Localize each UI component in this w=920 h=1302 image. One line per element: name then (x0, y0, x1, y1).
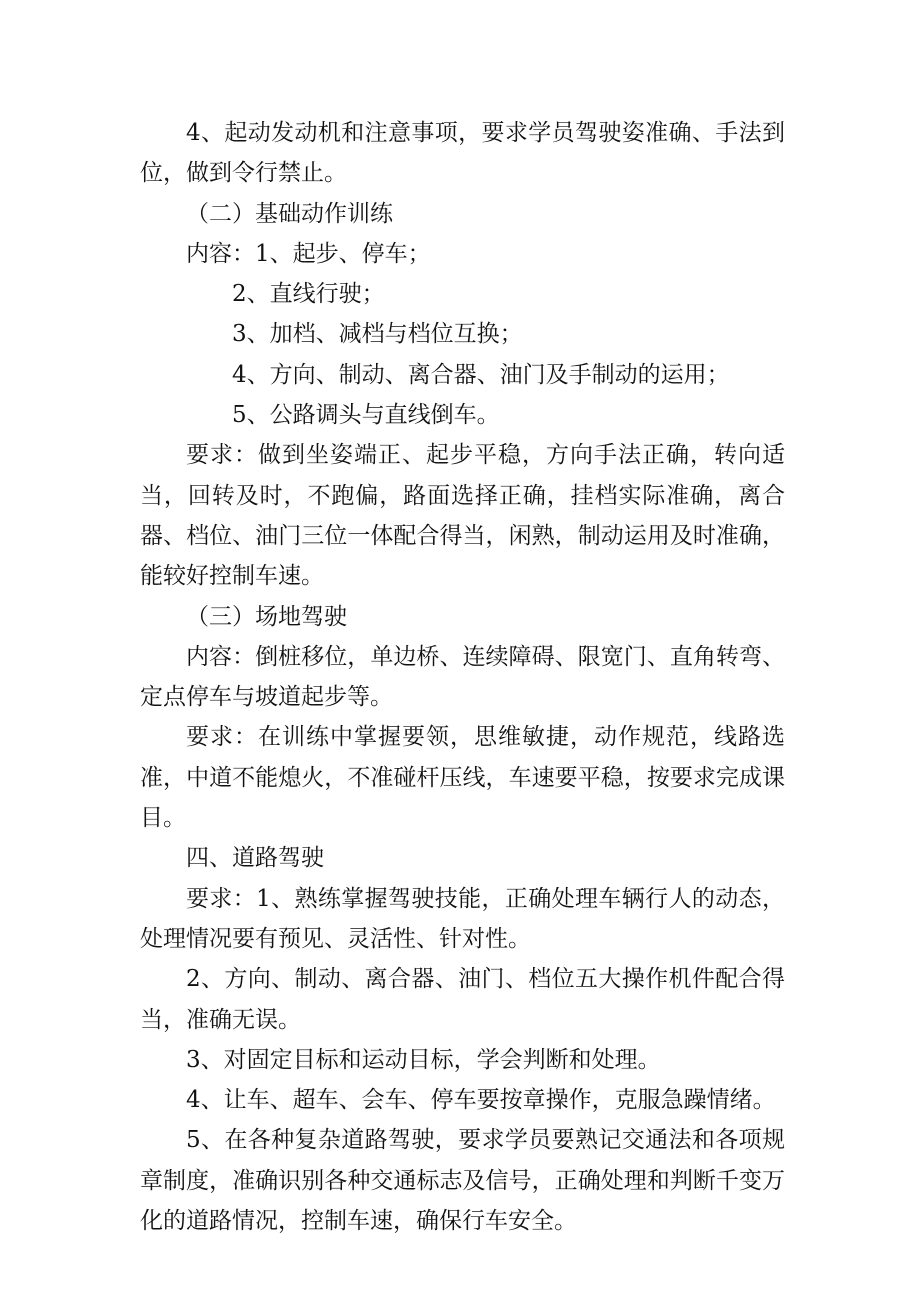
paragraph-start-engine: 4、起动发动机和注意事项，要求学员驾驶姿准确、手法到位，做到令行禁止。 (140, 120, 785, 187)
paragraph-road-req-3: 3、对固定目标和运动目标，学会判断和处理。 (186, 1046, 661, 1073)
paragraph-road-req-4: 4、让车、超车、会车、停车要按章操作，克服急躁情绪。 (186, 1087, 776, 1114)
paragraph-content-1: 内容：1、起步、停车； (186, 240, 431, 267)
heading-road-driving: 四、道路驾驶 (186, 845, 324, 872)
paragraph-road-req-1: 要求：1、熟练掌握驾驶技能，正确处理车辆行人的动态，处理情况要有预见、灵活性、针对性。 (140, 885, 785, 952)
paragraph-content-field: 内容：倒桩移位，单边桥、连续障碍、限宽门、直角转弯、定点停车与坡道起步等。 (140, 643, 785, 711)
list-item-3: 3、加档、减档与档位互换； (232, 321, 523, 348)
list-item-2: 2、直线行驶； (232, 281, 385, 308)
heading-basic-training: （二）基础动作训练 (186, 200, 393, 227)
paragraph-road-req-5: 5、在各种复杂道路驾驶，要求学员要熟记交通法和各项规章制度，准确识别各种交通标志及信号，正确处理和判断千变万化的道路情况，控制车速，确保行车安全。 (140, 1127, 785, 1235)
paragraph-road-req-2: 2、方向、制动、离合器、油门、档位五大操作机件配合得当，准确无误。 (140, 966, 785, 1033)
heading-field-driving: （三）场地驾驶 (186, 603, 347, 630)
document-page (140, 113, 785, 1241)
list-item-4: 4、方向、制动、离合器、油门及手制动的运用； (232, 361, 730, 388)
paragraph-requirements-field: 要求：在训练中掌握要领，思维敏捷，动作规范，线路选准，中道不能熄火，不准碰杆压线，车速要平稳，按要求完成课目。 (140, 724, 785, 832)
list-item-5: 5、公路调头与直线倒车。 (232, 402, 500, 429)
paragraph-requirements-basic: 要求：做到坐姿端正、起步平稳，方向手法正确，转向适当，回转及时，不跑偏，路面选择正确，挂档实际准确，离合器、档位、油门三位一体配合得当，闲熟，制动运用及时准确，能较好控制车速。 (140, 442, 785, 590)
